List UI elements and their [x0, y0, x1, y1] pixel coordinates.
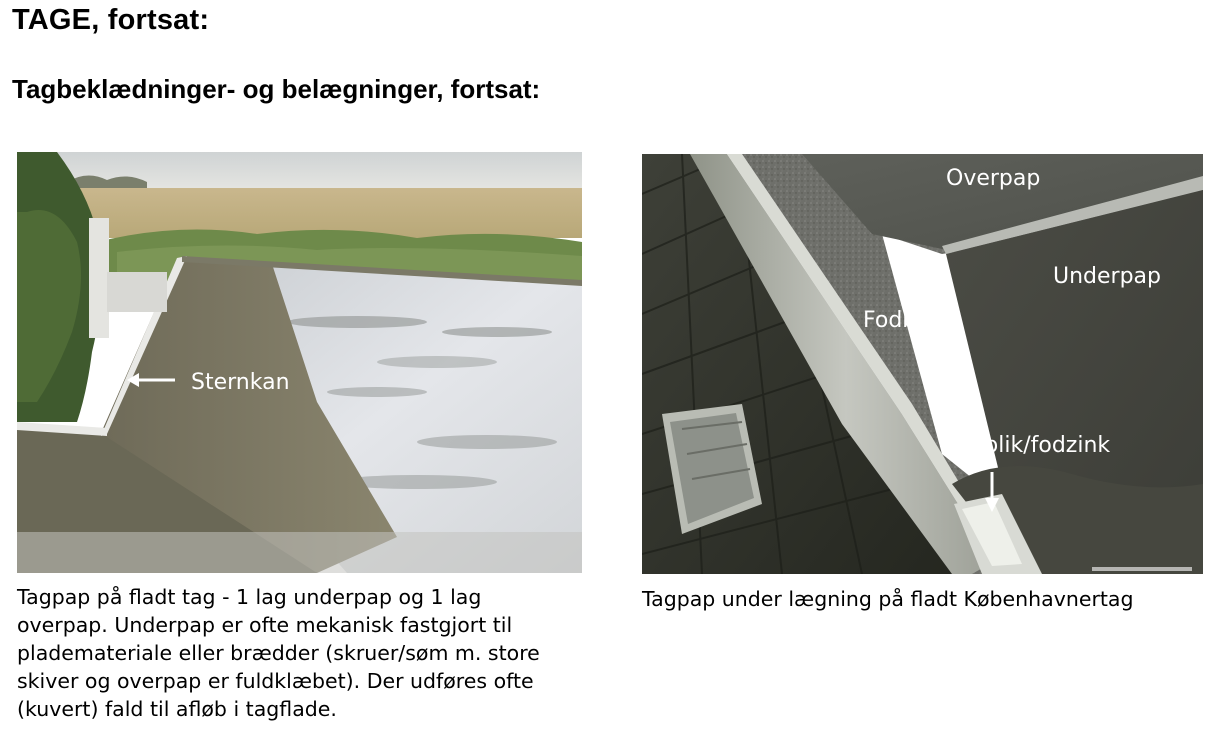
sternkan-label: Sternkan [191, 370, 290, 395]
underpap-label: Underpap [1053, 264, 1162, 289]
page-subtitle: Tagbeklædninger- og belægninger, fortsat: [12, 74, 541, 104]
left-photo-caption: Tagpap på fladt tag - 1 lag underpap og 1 lag overpap. Underpap er ofte mekanisk fastgjort til plademateriale eller brædder (skruer/søm m. store skiver og overpap er fuldklæbet). Der udføres ofte (kuvert) fald til afløb i tagflade. [17, 585, 540, 721]
copenhagen-roof-photo [642, 154, 1203, 574]
page-title: TAGE, fortsat: [12, 4, 210, 36]
overpap-label: Overpap [946, 166, 1041, 191]
right-photo-caption: Tagpap under lægning på fladt Københavnertag [642, 587, 1134, 611]
fodblik-label: Fodblik/fodzink [945, 433, 1111, 458]
fodbane-label: Fodbane [863, 308, 958, 333]
flat-roof-photo [17, 152, 582, 573]
copenhagen-roof-illustration [642, 154, 1203, 574]
flat-roof-illustration [17, 152, 582, 573]
